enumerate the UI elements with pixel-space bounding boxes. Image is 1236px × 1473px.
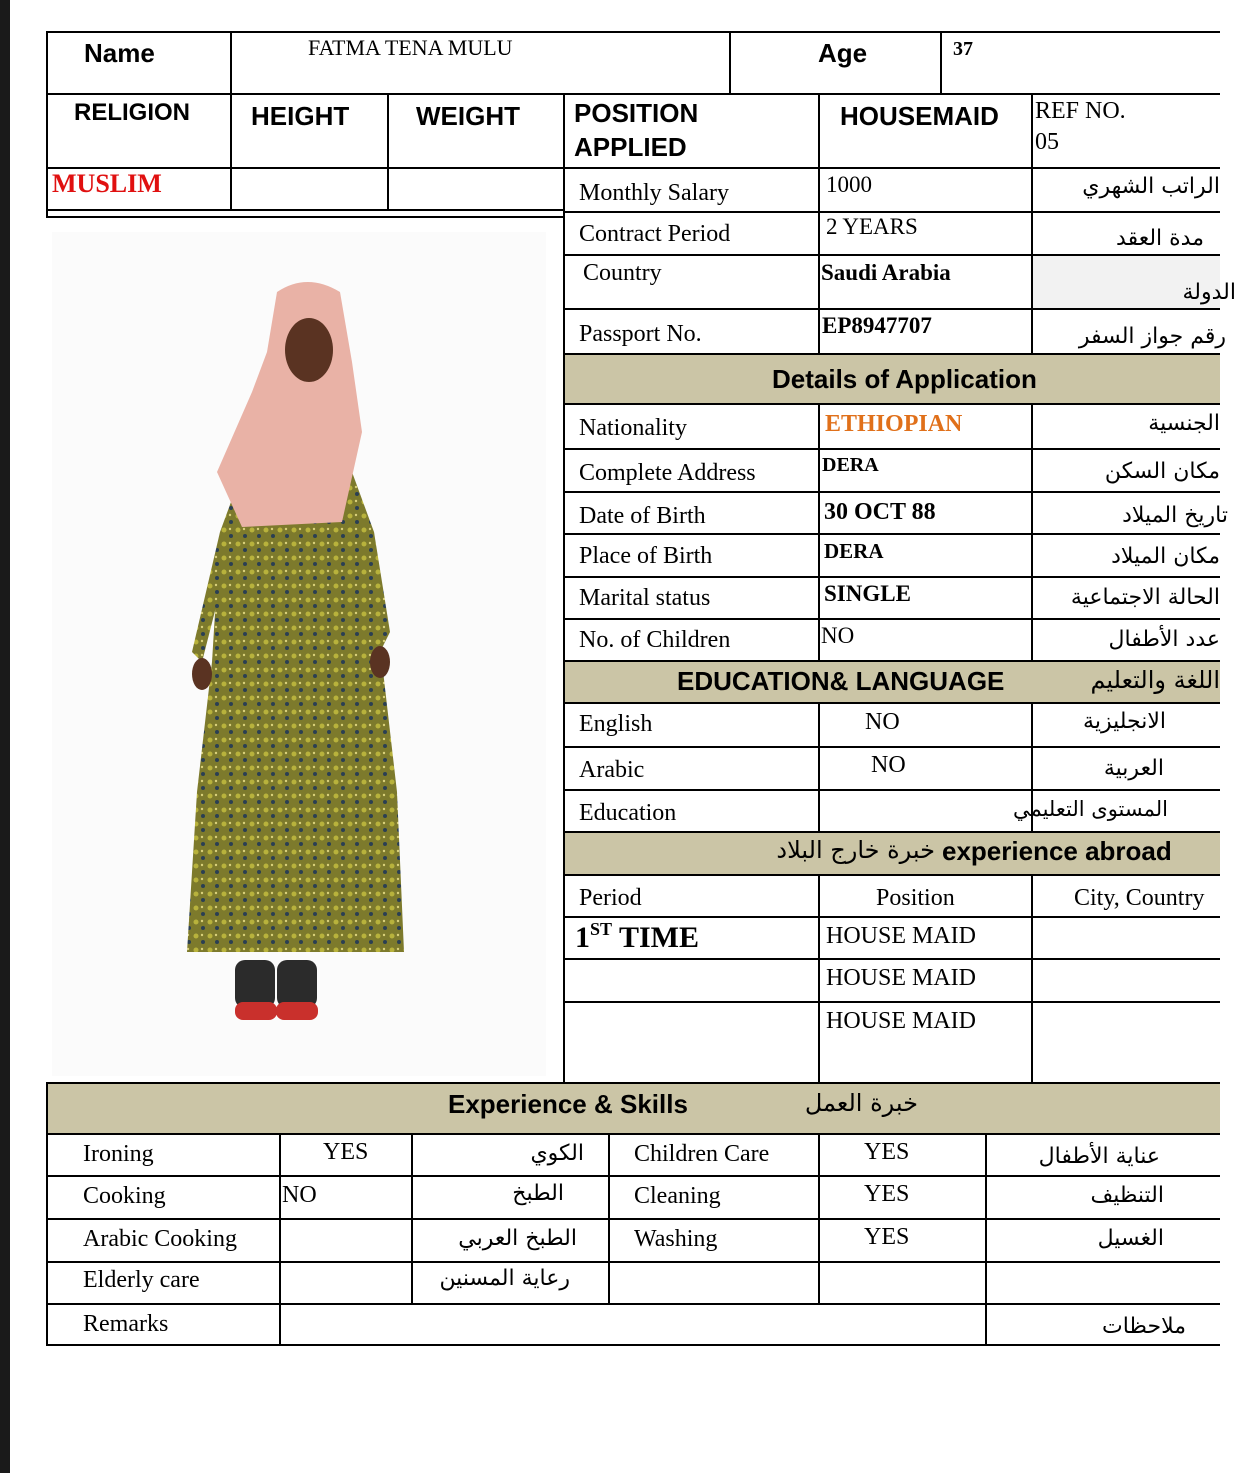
skill-label: Washing bbox=[634, 1226, 718, 1252]
education-arabic: الانجليزية bbox=[1083, 709, 1166, 734]
skills-title: Experience & Skills bbox=[448, 1089, 688, 1119]
detail-value: SINGLE bbox=[824, 581, 911, 606]
detail-arabic: تاريخ الميلاد bbox=[1122, 503, 1228, 528]
education-arabic: العربية bbox=[1103, 756, 1164, 781]
first-period: 1ST TIME bbox=[575, 919, 700, 954]
height-label: HEIGHT bbox=[251, 101, 350, 131]
skill-label: Cleaning bbox=[634, 1183, 721, 1209]
education-value: NO bbox=[871, 752, 906, 778]
religion-label: RELIGION bbox=[74, 99, 191, 126]
skill-arabic: رعاية المسنين bbox=[439, 1266, 570, 1291]
period-value: 2 YEARS bbox=[826, 214, 918, 239]
position-value: HOUSEMAID bbox=[840, 101, 999, 131]
education-value: NO bbox=[865, 709, 900, 735]
abroad-col-period: Period bbox=[579, 885, 642, 911]
abroad-col-city: City, Country bbox=[1074, 885, 1205, 911]
applicant-photo bbox=[52, 232, 546, 1076]
ref-label: REF NO. bbox=[1035, 98, 1126, 124]
skill-value: YES bbox=[864, 1181, 910, 1207]
education-label: Education bbox=[579, 800, 677, 826]
country-label: Country bbox=[583, 260, 662, 286]
period-label: Contract Period bbox=[579, 221, 731, 247]
detail-label: Place of Birth bbox=[579, 543, 713, 569]
person-figure-icon bbox=[52, 232, 546, 1076]
detail-value: ETHIOPIAN bbox=[825, 411, 963, 437]
weight-label: WEIGHT bbox=[416, 101, 520, 131]
detail-arabic: الحالة الاجتماعية bbox=[1070, 585, 1220, 610]
abroad-position: HOUSE MAID bbox=[826, 1008, 976, 1034]
skill-value: NO bbox=[282, 1182, 317, 1208]
salary-arabic: الراتب الشهري bbox=[1082, 174, 1220, 199]
skill-label: Elderly care bbox=[83, 1267, 200, 1293]
skills-title-arabic: خبرة العمل bbox=[804, 1089, 918, 1117]
country-arabic: الدولة bbox=[1182, 280, 1236, 305]
detail-arabic: مكان الميلاد bbox=[1111, 544, 1220, 569]
abroad-position: HOUSE MAID bbox=[826, 965, 976, 991]
detail-label: No. of Children bbox=[579, 627, 731, 653]
detail-label: Date of Birth bbox=[579, 503, 706, 529]
salary-value: 1000 bbox=[826, 172, 872, 197]
skill-arabic: عناية الأطفال bbox=[1038, 1144, 1160, 1169]
name-value: FATMA TENA MULU bbox=[308, 35, 513, 60]
skill-label: Ironing bbox=[83, 1141, 154, 1167]
position-label-1: POSITION bbox=[574, 98, 699, 128]
education-label: English bbox=[579, 711, 653, 737]
abroad-title: experience abroad bbox=[942, 836, 1172, 866]
skill-label: Children Care bbox=[634, 1141, 770, 1167]
skill-arabic: التنظيف bbox=[1090, 1183, 1164, 1208]
skill-arabic: الطبخ bbox=[512, 1181, 564, 1206]
abroad-title-arabic: خبرة خارج البلاد bbox=[776, 836, 935, 864]
education-title: EDUCATION& LANGUAGE bbox=[677, 666, 1005, 696]
detail-value: DERA bbox=[824, 539, 884, 563]
detail-value: DERA bbox=[822, 454, 879, 476]
name-label: Name bbox=[84, 38, 155, 68]
period-arabic: مدة العقد bbox=[1116, 226, 1204, 251]
skill-value: YES bbox=[323, 1139, 369, 1165]
remarks-arabic: ملاحظات bbox=[1102, 1314, 1186, 1339]
education-label: Arabic bbox=[579, 757, 645, 783]
religion-value: MUSLIM bbox=[52, 169, 162, 198]
detail-value: NO bbox=[821, 623, 855, 648]
education-arabic: المستوى التعليمي bbox=[1012, 797, 1168, 821]
details-title: Details of Application bbox=[772, 364, 1037, 394]
skill-arabic: الغسيل bbox=[1097, 1226, 1164, 1251]
skill-value: YES bbox=[864, 1139, 910, 1165]
age-value: 37 bbox=[953, 38, 973, 60]
detail-arabic: مكان السكن bbox=[1104, 459, 1220, 484]
detail-label: Nationality bbox=[579, 415, 687, 441]
abroad-col-position: Position bbox=[876, 885, 955, 911]
detail-value: 30 OCT 88 bbox=[824, 499, 936, 525]
ref-value: 05 bbox=[1035, 129, 1059, 155]
detail-label: Marital status bbox=[579, 585, 711, 611]
passport-label: Passport No. bbox=[579, 321, 702, 347]
passport-value: EP8947707 bbox=[822, 313, 932, 338]
age-label: Age bbox=[818, 38, 868, 68]
detail-arabic: الجنسية bbox=[1148, 411, 1220, 436]
remarks-label: Remarks bbox=[83, 1311, 169, 1337]
skill-label: Cooking bbox=[83, 1183, 166, 1209]
skill-arabic: الكوي bbox=[530, 1141, 584, 1166]
position-label-2: APPLIED bbox=[574, 132, 687, 162]
salary-label: Monthly Salary bbox=[579, 180, 729, 206]
abroad-position: HOUSE MAID bbox=[826, 923, 976, 949]
skill-label: Arabic Cooking bbox=[83, 1226, 237, 1252]
detail-label: Complete Address bbox=[579, 460, 756, 486]
passport-arabic: رقم جواز السفر bbox=[1078, 324, 1226, 349]
skill-arabic: الطبخ العربي bbox=[458, 1226, 577, 1251]
left-edge bbox=[0, 0, 10, 1473]
detail-arabic: عدد الأطفال bbox=[1108, 627, 1220, 652]
skill-value: YES bbox=[864, 1224, 910, 1250]
education-title-arabic: اللغة والتعليم bbox=[1090, 666, 1220, 694]
country-value: Saudi Arabia bbox=[821, 260, 951, 285]
